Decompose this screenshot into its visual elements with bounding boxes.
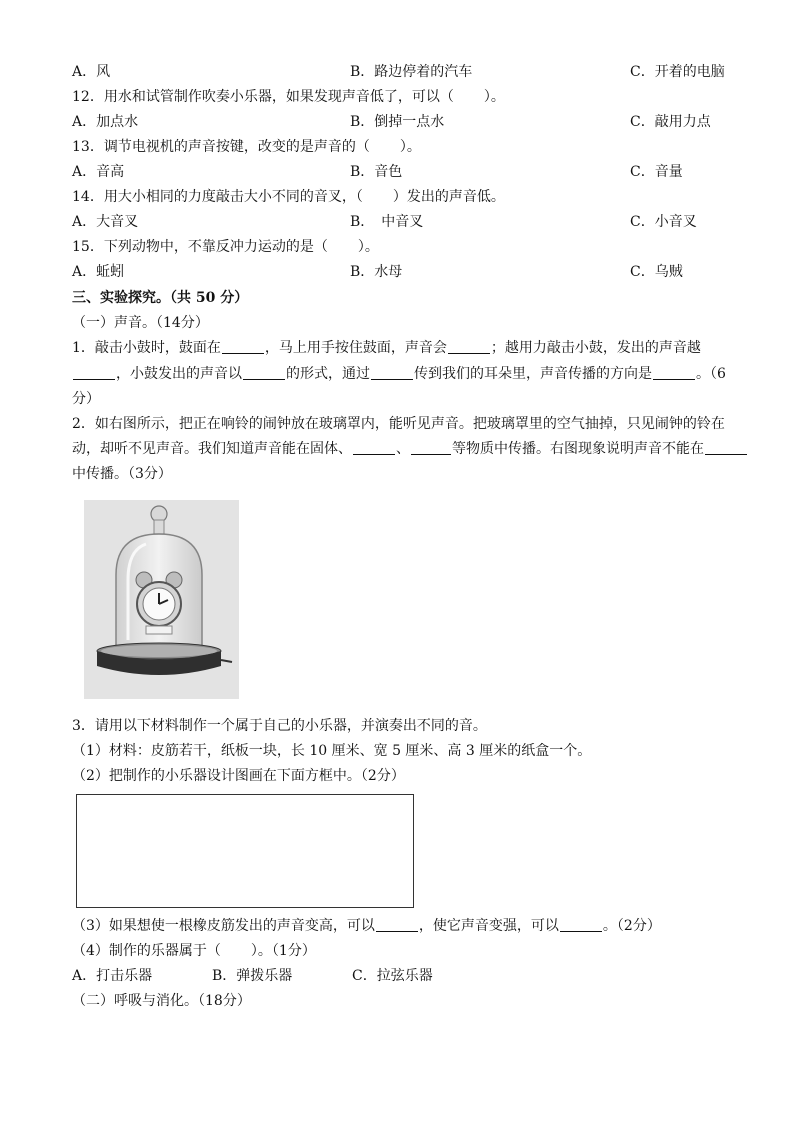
q14-option-c: C．小音叉 bbox=[630, 214, 697, 230]
s3-item3: （3）如果想使一根橡皮筋发出的声音变高，可以 ，使它声音变强，可以 。（2分） bbox=[72, 918, 661, 934]
q12-option-c: C．敲用力点 bbox=[630, 114, 711, 130]
q14-option-b: B． 中音叉 bbox=[350, 214, 424, 230]
answer-blank[interactable] bbox=[560, 917, 602, 932]
answer-blank[interactable] bbox=[73, 365, 115, 380]
q11-option-b: B．路边停着的汽车 bbox=[350, 64, 473, 80]
q13-question: 13．调节电视机的声音按键，改变的是声音的（ ）。 bbox=[72, 139, 421, 155]
s3-option-c: C．拉弦乐器 bbox=[352, 968, 433, 984]
q15-option-c: C．乌贼 bbox=[630, 264, 683, 280]
s3-option-b: B．弹拨乐器 bbox=[212, 968, 293, 984]
s1-line2: ，小鼓发出的声音以 的形式，通过 传到我们的耳朵里，声音传播的方向是 。（6 bbox=[72, 364, 726, 384]
s1-line1: 1．敲击小鼓时，鼓面在 ，马上用手按住鼓面，声音会 ；越用力敲击小鼓，发出的声音越 bbox=[72, 340, 701, 356]
answer-blank[interactable] bbox=[376, 917, 418, 932]
bell-jar-alarm-clock-figure bbox=[84, 500, 239, 699]
bell-jar-illustration bbox=[84, 500, 239, 699]
s2-line2: 动，却听不见声音。我们知道声音能在固体、 、 等物质中传播。右图现象说明声音不能在 bbox=[72, 439, 748, 459]
design-drawing-box[interactable] bbox=[76, 794, 414, 908]
s3-option-a: A．打击乐器 bbox=[72, 968, 153, 984]
s2-line3: 中传播。（3分） bbox=[72, 466, 172, 482]
section-title: 三、实验探究。（共 50 分） bbox=[72, 290, 249, 306]
s2-line1: 2．如右图所示，把正在响铃的闹钟放在玻璃罩内，能听见声音。把玻璃罩里的空气抽掉，只见闹钟的铃在 bbox=[72, 416, 725, 432]
part1-title: （一）声音。（14分） bbox=[72, 315, 209, 331]
s3-item2: （2）把制作的小乐器设计图画在下面方框中。（2分） bbox=[72, 768, 405, 784]
q13-option-b: B．音色 bbox=[350, 164, 403, 180]
s3-intro: 3．请用以下材料制作一个属于自己的小乐器，并演奏出不同的音。 bbox=[72, 718, 487, 734]
s1-line3: 分） bbox=[72, 391, 100, 407]
answer-blank[interactable] bbox=[222, 339, 264, 354]
q15-question: 15．下列动物中，不靠反冲力运动的是（ ）。 bbox=[72, 239, 379, 255]
q15-option-a: A．蚯蚓 bbox=[72, 264, 125, 280]
q12-option-a: A．加点水 bbox=[72, 114, 139, 130]
q14-option-a: A．大音叉 bbox=[72, 214, 139, 230]
s3-item1: （1）材料：皮筋若干，纸板一块，长 10 厘米、宽 5 厘米、高 3 厘米的纸盒一个。 bbox=[72, 743, 592, 759]
q11-option-c: C．开着的电脑 bbox=[630, 64, 725, 80]
s3-item4: （4）制作的乐器属于（ ）。（1分） bbox=[72, 943, 316, 959]
q13-option-c: C．音量 bbox=[630, 164, 683, 180]
answer-blank[interactable] bbox=[411, 440, 451, 455]
answer-blank[interactable] bbox=[653, 365, 695, 380]
q14-question: 14．用大小相同的力度敲击大小不同的音叉，（ ）发出的声音低。 bbox=[72, 189, 505, 205]
part2-title: （二）呼吸与消化。（18分） bbox=[72, 993, 251, 1009]
q12-option-b: B．倒掉一点水 bbox=[350, 114, 445, 130]
q12-question: 12．用水和试管制作吹奏小乐器，如果发现声音低了，可以（ ）。 bbox=[72, 89, 505, 105]
q15-option-b: B．水母 bbox=[350, 264, 403, 280]
answer-blank[interactable] bbox=[371, 365, 413, 380]
answer-blank[interactable] bbox=[705, 440, 747, 455]
answer-blank[interactable] bbox=[448, 339, 490, 354]
answer-blank[interactable] bbox=[243, 365, 285, 380]
q13-option-a: A．音高 bbox=[72, 164, 125, 180]
answer-blank[interactable] bbox=[353, 440, 395, 455]
q11-option-a: A．风 bbox=[72, 64, 111, 80]
